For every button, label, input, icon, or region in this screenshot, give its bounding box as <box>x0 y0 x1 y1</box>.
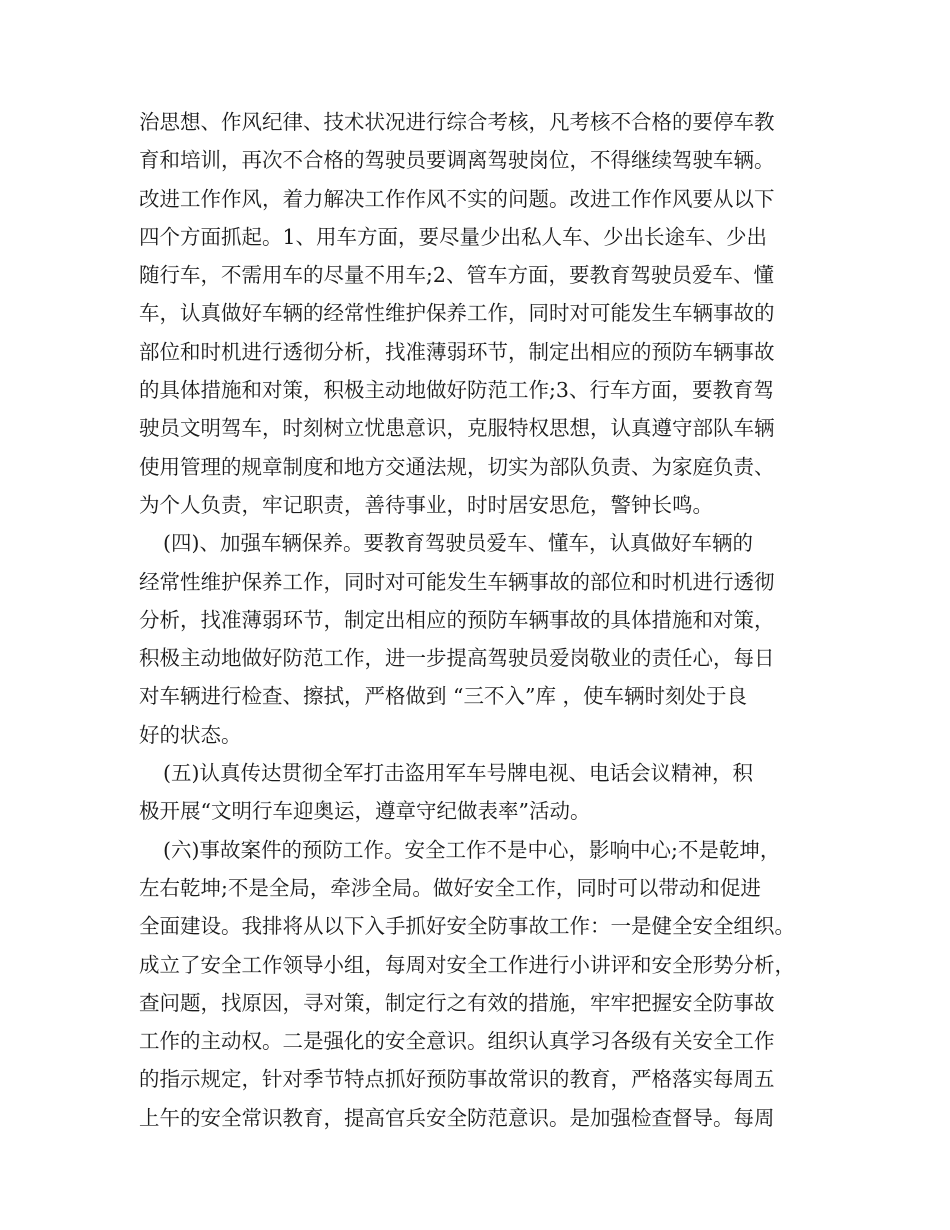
paragraph-start-line: (五)认真传达贯彻全军打击盗用军车号牌电视、电话会议精神，积 <box>163 761 753 786</box>
text-line: 的指示规定，针对季节特点抓好预防事故常识的教育，严格落实每周五 <box>139 1067 775 1092</box>
text-line: 为个人负责，牢记职责，善待事业，时时居安思危，警钟长鸣。 <box>139 492 713 517</box>
text-line: 查问题，找原因，寻对策，制定行之有效的措施，牢牢把握安全防事故 <box>139 990 775 1015</box>
text-line: 经常性维护保养工作，同时对可能发生车辆事故的部位和时机进行透彻 <box>139 569 775 594</box>
text-line: 育和培训，再次不合格的驾驶员要调离驾驶岗位，不得继续驾驶车辆。 <box>139 148 775 173</box>
text-line: 左右乾坤;不是全局，牵涉全局。做好安全工作，同时可以带动和促进 <box>139 875 761 900</box>
text-line: 车，认真做好车辆的经常性维护保养工作，同时对可能发生车辆事故的 <box>139 301 775 326</box>
text-line: 使用管理的规章制度和地方交通法规，切实为部队负责、为家庭负责、 <box>139 454 775 479</box>
text-line: 积极主动地做好防范工作，进一步提高驾驶员爱岗敬业的责任心，每日 <box>139 646 775 671</box>
paragraph-start-line: (四)、加强车辆保养。要教育驾驶员爱车、懂车，认真做好车辆的 <box>163 531 753 556</box>
text-line: 四个方面抓起。1、用车方面，要尽量少出私人车、少出长途车、少出 <box>139 224 768 249</box>
text-line: 治思想、作风纪律、技术状况进行综合考核，凡考核不合格的要停车教 <box>139 110 775 134</box>
text-line: 部位和时机进行透彻分析，找准薄弱环节，制定出相应的预防车辆事故 <box>139 339 775 364</box>
text-line: 改进工作作风，着力解决工作作风不实的问题。改进工作作风要从以下 <box>139 186 775 211</box>
text-line: 极开展“文明行车迎奥运，遵章守纪做表率”活动。 <box>139 799 591 824</box>
text-line: 好的状态。 <box>139 722 242 747</box>
paragraph-start-line: (六)事故案件的预防工作。安全工作不是中心，影响中心;不是乾坤， <box>163 837 781 862</box>
text-line: 工作的主动权。二是强化的安全意识。组织认真学习各级有关安全工作 <box>139 1029 775 1054</box>
text-line: 对车辆进行检查、擦拭，严格做到 “三不入”库 ，使车辆时刻处于良 <box>139 684 747 709</box>
text-line: 全面建设。我排将从以下入手抓好安全防事故工作：一是健全安全组织。 <box>139 914 795 939</box>
text-line: 上午的安全常识教育，提高官兵安全防范意识。是加强检查督导。每周 <box>139 1105 775 1130</box>
text-line: 随行车，不需用车的尽量不用车;2、管车方面，要教育驾驶员爱车、懂 <box>139 263 774 288</box>
text-line: 驶员文明驾车，时刻树立忧患意识，克服特权思想，认真遵守部队车辆 <box>139 416 775 441</box>
text-line: 分析，找准薄弱环节，制定出相应的预防车辆事故的具体措施和对策， <box>139 607 775 632</box>
text-line: 成立了安全工作领导小组，每周对安全工作进行小讲评和安全形势分析， <box>139 952 795 977</box>
text-line: 的具体措施和对策，积极主动地做好防范工作;3、行车方面，要教育驾 <box>139 378 774 403</box>
body-text <box>139 103 819 1137</box>
